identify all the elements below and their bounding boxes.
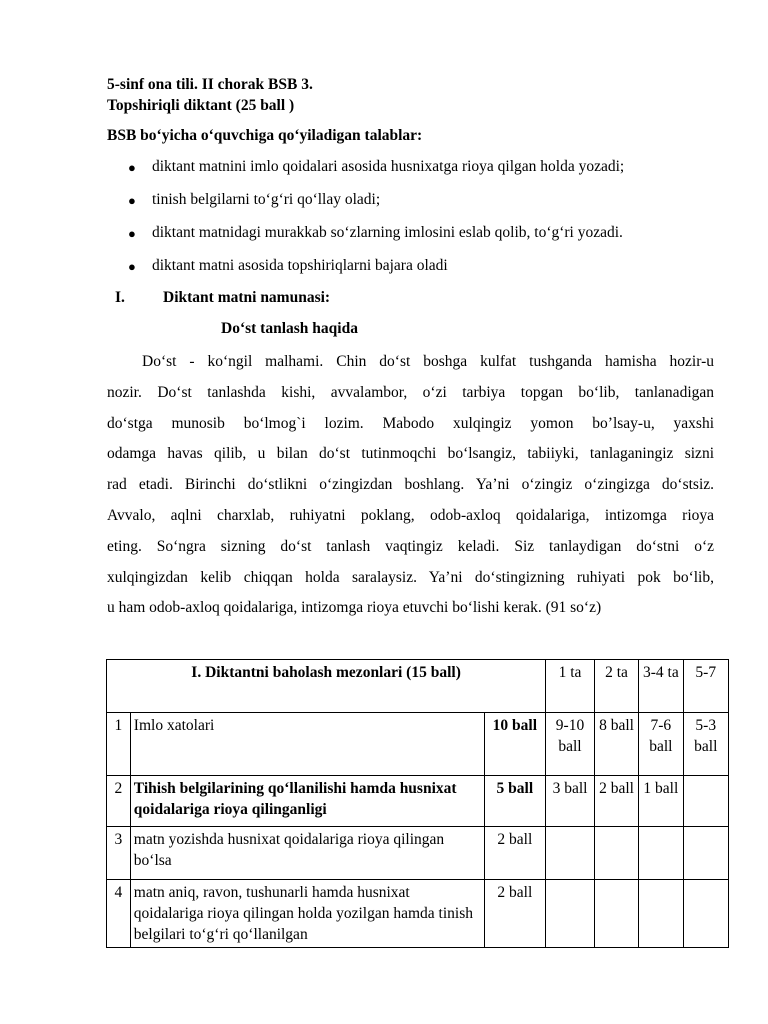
- criterion-cell: matn yozishda husnixat qoidalariga rioya qilingan bo‘lsa: [130, 827, 484, 880]
- requirement-item: [128, 158, 624, 191]
- section-number: I.: [115, 289, 125, 306]
- score-cell: [683, 880, 728, 948]
- column-header: 3-4 ta: [639, 660, 683, 713]
- row-number: 3: [107, 827, 131, 880]
- points-cell: 2 ball: [484, 827, 546, 880]
- column-header: 1 ta: [546, 660, 595, 713]
- dictation-line: eting. So‘ngra sizning do‘st tanlash vaqtingiz keladi. Siz tanlaydigan do‘stni o‘z: [107, 537, 714, 555]
- table-header-row: [107, 660, 729, 713]
- score-cell: 8 ball: [594, 713, 638, 776]
- table-row: [107, 880, 729, 948]
- criterion-cell: Tihish belgilarining qo‘llanilishi hamda husnixat qoidalariga rioya qilinganligi: [130, 776, 484, 827]
- requirement-item: [128, 224, 624, 257]
- requirement-text: diktant matni asosida topshiriqlarni bajara oladi: [152, 257, 448, 274]
- score-cell: [639, 827, 683, 880]
- row-number: 4: [107, 880, 131, 948]
- points-cell: 5 ball: [484, 776, 546, 827]
- requirements-list: [128, 158, 624, 290]
- score-cell: 3 ball: [546, 776, 595, 827]
- score-cell: [683, 827, 728, 880]
- points-cell: 2 ball: [484, 880, 546, 948]
- score-cell: [546, 827, 595, 880]
- table-title: I. Diktantni baholash mezonlari (15 ball): [107, 660, 546, 713]
- score-cell: 2 ball: [594, 776, 638, 827]
- table-row: [107, 827, 729, 880]
- criterion-cell: matn aniq, ravon, tushunarli hamda husnixat qoidalariga rioya qilingan holda yozilgan hamda tinish belgilari to‘g‘ri qo‘llanilgan: [130, 880, 484, 948]
- dictation-line: Do‘st - ko‘ngil malhami. Chin do‘st boshga kulfat tushganda hamisha hozir-u: [142, 353, 714, 370]
- score-cell: 5-3 ball: [683, 713, 728, 776]
- dictation-line: nozir. Do‘st tanlashda kishi, avvalambor, o‘zi tarbiya topgan bo‘lib, tanlanadigan: [107, 383, 714, 401]
- dictation-line: rad etadi. Birinchi do‘stlikni o‘zingizdan boshlang. Ya’ni o‘zingiz o‘zingizga do‘stsiz.: [107, 476, 714, 494]
- requirements-heading: BSB bo‘yicha o‘quvchiga qo‘yiladigan talablar:: [107, 127, 423, 144]
- requirement-text: tinish belgilarni to‘g‘ri qo‘llay oladi;: [152, 191, 381, 208]
- dictation-line: odamga havas qilib, u bilan do‘st tutinmoqchi bo‘lsangiz, tabiiyki, tanlaganingiz sizni: [107, 445, 714, 463]
- dictation-line: Avvalo, aqlni charxlab, ruhiyatni poklang, odob-axloq qoidalariga, intizomga rioya: [107, 506, 714, 524]
- column-header: 5-7: [683, 660, 728, 713]
- points-cell: 10 ball: [484, 713, 546, 776]
- bullet-icon: ●: [128, 226, 136, 241]
- grading-criteria-table: [106, 659, 729, 948]
- dictation-title: Do‘st tanlash haqida: [221, 320, 358, 337]
- bullet-icon: ●: [128, 160, 136, 175]
- bullet-icon: ●: [128, 259, 136, 274]
- doc-title-line-1: 5-sinf ona tili. II chorak BSB 3.: [107, 76, 313, 93]
- dictation-text: [107, 347, 714, 624]
- score-cell: [546, 880, 595, 948]
- table-row: [107, 713, 729, 776]
- section-title: Diktant matni namunasi:: [163, 289, 331, 306]
- score-cell: [594, 827, 638, 880]
- doc-title-line-2: Topshiriqli diktant (25 ball ): [107, 97, 295, 114]
- requirement-text: diktant matnidagi murakkab so‘zlarning imlosini eslab qolib, to‘g‘ri yozadi.: [152, 224, 623, 241]
- dictation-line: xulqingizdan kelib chiqqan holda saralaysiz. Ya’ni do‘stingizning ruhiyati pok bo‘lib,: [107, 568, 714, 586]
- dictation-line: do‘stga munosib bo‘lmog`i lozim. Mabodo xulqingiz yomon bo’lsay-u, yaxshi: [107, 414, 714, 432]
- score-cell: [683, 776, 728, 827]
- column-header: 2 ta: [594, 660, 638, 713]
- row-number: 1: [107, 713, 131, 776]
- score-cell: 1 ball: [639, 776, 683, 827]
- criterion-cell: Imlo xatolari: [130, 713, 484, 776]
- table-row: [107, 776, 729, 827]
- bullet-icon: ●: [128, 193, 136, 208]
- score-cell: 9-10 ball: [546, 713, 595, 776]
- requirement-item: [128, 191, 624, 224]
- requirement-text: diktant matnini imlo qoidalari asosida husnixatga rioya qilgan holda yozadi;: [152, 158, 625, 175]
- score-cell: [639, 880, 683, 948]
- dictation-line: u ham odob-axloq qoidalariga, intizomga rioya etuvchi bo‘lishi kerak. (91 so‘z): [107, 599, 602, 617]
- score-cell: [594, 880, 638, 948]
- row-number: 2: [107, 776, 131, 827]
- requirement-item: [128, 257, 624, 290]
- score-cell: 7-6 ball: [639, 713, 683, 776]
